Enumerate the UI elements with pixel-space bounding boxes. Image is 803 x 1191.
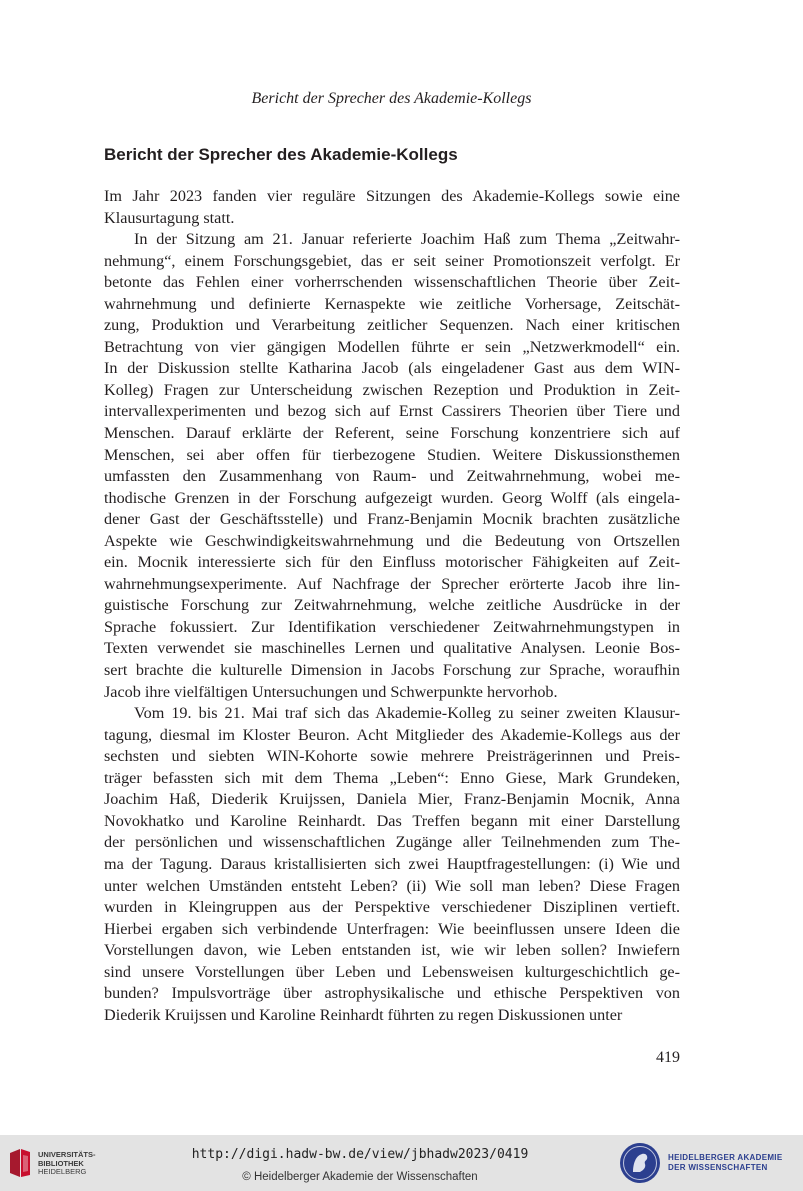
footer-url[interactable]: http://digi.hadw-bw.de/view/jbhadw2023/0419 bbox=[191, 1147, 529, 1162]
library-logo[interactable] bbox=[8, 1145, 118, 1181]
text-line: betonte das Fehlen einer vorherrschenden wissenschaftlichen Theorie über Zeit- bbox=[104, 273, 680, 292]
text-line: wahrnehmungsexperimente. Auf Nachfrage der Sprecher erörterte Jacob ihre lin- bbox=[104, 574, 680, 593]
text-line: nehmung“, einem Forschungsgebiet, das er seit seiner Promotionszeit verfolgt. Er bbox=[104, 251, 680, 270]
body-text bbox=[104, 186, 680, 1026]
text-line: wahrnehmung und definierte Kernaspekte wie zeitliche Vorhersage, Zeitschät- bbox=[104, 294, 680, 313]
text-line: Novokhatko und Karoline Reinhardt. Das Treffen begann mit einer Darstellung bbox=[104, 811, 680, 830]
text-line: thodische Grenzen in der Forschung aufgezeigt wurden. Georg Wolff (als eingela- bbox=[104, 488, 680, 507]
text-line: Aspekte wie Geschwindigkeitswahrnehmung und die Bedeutung von Ortszellen bbox=[104, 531, 680, 550]
text-line: Vorstellungen davon, wie Leben entstanden ist, wie wir leben sollen? Inwiefern bbox=[104, 941, 680, 960]
text-line: sert brachte die kulturelle Dimension in Jacobs Forschung zur Sprache, woraufhin bbox=[104, 661, 680, 680]
text-line: umfassten den Zusammenhang von Raum- und Zeitwahrnehmung, wobei me- bbox=[104, 467, 680, 486]
footer-copyright: © Heidelberger Akademie der Wissenschaften bbox=[242, 1171, 478, 1183]
running-head: Bericht der Sprecher des Akademie-Kollegs bbox=[251, 90, 532, 107]
text-line: sechsten und siebten WIN-Kohorte sowie mehrere Preisträgerinnen und Preis- bbox=[104, 747, 680, 766]
text-line: Klausurtagung statt. bbox=[104, 208, 235, 227]
library-book-icon bbox=[8, 1147, 32, 1179]
text-line: bunden? Impulsvorträge über astrophysikalische und ethische Perspektiven von bbox=[104, 984, 680, 1003]
text-line: Kolleg) Fragen zur Unterscheidung zwischen Rezeption und Produktion in Zeit- bbox=[104, 380, 680, 399]
text-line: Diederik Kruijssen und Karoline Reinhardt führten zu regen Diskussionen unter bbox=[104, 1005, 623, 1024]
text-line: ein. Mocnik interessierte sich für den Einfluss motorischer Fähigkeiten auf Zeit- bbox=[104, 553, 680, 572]
footer-bar bbox=[0, 1135, 803, 1191]
section-title: Bericht der Sprecher des Akademie-Kollegs bbox=[104, 145, 458, 164]
paragraph bbox=[104, 186, 680, 229]
text-line: intervallexperimenten und bezog sich auf Ernst Cassirers Theorien über Tiere und bbox=[104, 402, 680, 421]
paragraph bbox=[104, 229, 680, 703]
library-name-line3: HEIDELBERG bbox=[38, 1167, 87, 1176]
text-line: sind unsere Vorstellungen über Leben und Lebensweisen kulturgeschichtlich ge- bbox=[104, 962, 680, 981]
academy-name-line2: DER WISSENSCHAFTEN bbox=[668, 1163, 768, 1172]
library-name-line1: UNIVERSITÄTS- bbox=[38, 1150, 96, 1159]
text-line: Joachim Haß, Diederik Kruijssen, Daniela Mier, Franz-Benjamin Mocnik, Anna bbox=[104, 790, 680, 809]
text-line: träger befassten sich mit dem Thema „Leben“: Enno Giese, Mark Grundeken, bbox=[104, 768, 680, 787]
library-name-line2: BIBLIOTHEK bbox=[38, 1158, 84, 1168]
text-line: Menschen. Darauf erklärte der Referent, seine Forschung konzentriere sich auf bbox=[104, 424, 680, 443]
text-line: Betrachtung von vier gängigen Modellen führte er sein „Netzwerkmodell“ ein. bbox=[104, 337, 680, 356]
text-line: Menschen, sei aber offen für tierbezogene Studien. Weitere Diskussionsthemen bbox=[104, 445, 680, 464]
text-line: Vom 19. bis 21. Mai traf sich das Akademie-Kolleg zu seiner zweiten Klausur- bbox=[134, 704, 680, 723]
text-line: Sprache fokussiert. Zur Identifikation verschiedener Zeitwahrnehmungstypen in bbox=[104, 617, 680, 636]
text-line: wurden in Kleingruppen aus der Perspektive verschiedener Disziplinen vertieft. bbox=[104, 898, 680, 917]
text-line: Jacob ihre vielfältigen Untersuchungen und Schwerpunkte hervorhob. bbox=[104, 682, 558, 701]
text-line: In der Diskussion stellte Katharina Jacob (als eingeladener Gast aus dem WIN- bbox=[104, 359, 680, 378]
text-line: Im Jahr 2023 fanden vier reguläre Sitzungen des Akademie-Kollegs sowie eine bbox=[104, 187, 680, 205]
text-line: guistische Forschung zur Zeitwahrnehmung, welche zeitliche Ausdrücke in der bbox=[104, 596, 680, 615]
academy-name-line1: HEIDELBERGER AKADEMIE bbox=[668, 1153, 783, 1162]
paragraph bbox=[104, 703, 680, 1026]
page-number: 419 bbox=[656, 1049, 680, 1066]
text-line: dener Gast der Geschäftsstelle) und Franz-Benjamin Mocnik brachten zusätzliche bbox=[104, 510, 680, 529]
academy-logo[interactable] bbox=[618, 1141, 798, 1185]
text-line: unter welchen Umständen entsteht Leben? (ii) Wie soll man leben? Diese Fragen bbox=[104, 876, 680, 895]
text-line: Texten verwendet sie maschinelles Lernen und qualitative Analysen. Leonie Bos- bbox=[104, 639, 680, 658]
text-line: Hierbei ergaben sich verbindende Unterfragen: Wie beeinflussen unsere Ideen die bbox=[104, 919, 680, 938]
text-line: In der Sitzung am 21. Januar referierte Joachim Haß zum Thema „Zeitwahr- bbox=[134, 230, 680, 249]
text-line: zung, Produktion und Verarbeitung zeitlicher Sequenzen. Nach einer kritischen bbox=[104, 316, 680, 335]
text-line: ma der Tagung. Daraus kristallisierten sich zwei Hauptfragestellungen: (i) Wie und bbox=[104, 854, 680, 873]
academy-seal-icon bbox=[618, 1141, 662, 1185]
text-line: tagung, diesmal im Kloster Beuron. Acht Mitglieder des Akademie-Kollegs aus der bbox=[104, 725, 680, 744]
text-line: der persönlichen und wissenschaftlichen Zugänge aller Teilnehmenden zum The- bbox=[104, 833, 680, 852]
